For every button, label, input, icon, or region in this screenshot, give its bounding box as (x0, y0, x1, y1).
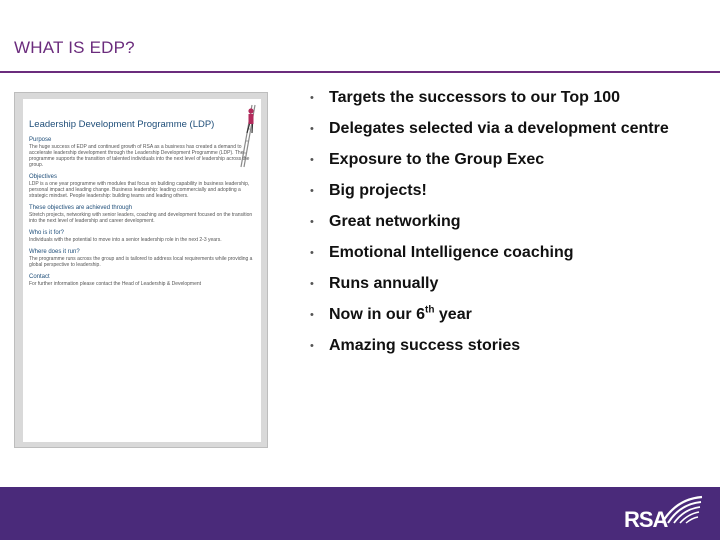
title-divider (0, 71, 720, 73)
slide-title: WHAT IS EDP? (14, 38, 135, 57)
bullet-list (310, 88, 710, 367)
bullet-dot: • (310, 340, 314, 352)
doc-section-heading: Who is it for? (29, 230, 65, 236)
bullet-dot: • (310, 154, 314, 166)
bullet-item (310, 119, 710, 139)
rsa-logo (624, 495, 704, 535)
doc-section-heading: Contact (29, 274, 50, 280)
logo-text: RSA (624, 507, 668, 532)
bullet-text: Great networking (329, 213, 461, 230)
bullet-item (310, 212, 710, 232)
bullet-item (310, 274, 710, 294)
doc-section-heading: Where does it run? (29, 249, 80, 255)
bullet-dot: • (310, 278, 314, 290)
bullet-item (310, 88, 710, 108)
doc-section-text: The programme runs across the group and is tailored to address local requirements while providing a global perspective to leadership. (29, 256, 253, 268)
bullet-superscript: th (425, 304, 435, 316)
doc-section-text: Individuals with the potential to move into a senior leadership role in the next 2-3 years. (29, 237, 222, 243)
bullet-dot: • (310, 185, 314, 197)
bullet-text: Delegates selected via a development centre (329, 120, 669, 137)
bullet-item (310, 243, 710, 263)
bullet-item (310, 181, 710, 201)
bullet-item (310, 150, 710, 170)
bullet-text-pre: Now in our 6 (329, 306, 425, 323)
doc-section-text: For further information please contact the Head of Leadership & Development (29, 281, 202, 287)
bullet-text: Runs annually (329, 275, 439, 292)
doc-section-text: Stretch projects, networking with senior leaders, coaching and development focused on the transition into the next level of leadership and career development. (29, 212, 253, 224)
doc-section-heading: These objectives are achieved through (29, 205, 133, 211)
bullet-text-post: year (434, 306, 472, 323)
footer-bar (0, 487, 720, 540)
document-page (23, 99, 261, 442)
bullet-text: Big projects! (329, 182, 427, 199)
bullet-dot: • (310, 92, 314, 104)
bullet-dot: • (310, 247, 314, 259)
bullet-text: Exposure to the Group Exec (329, 151, 545, 168)
bullet-dot: • (310, 309, 314, 321)
doc-section-heading: Purpose (29, 137, 52, 143)
doc-section-heading: Objectives (29, 174, 58, 180)
document-thumbnail (14, 92, 268, 448)
bullet-text: Emotional Intelligence coaching (329, 244, 574, 261)
bullet-text: Targets the successors to our Top 100 (329, 89, 621, 106)
document-title: Leadership Development Programme (LDP) (29, 119, 215, 130)
bullet-dot: • (310, 123, 314, 135)
bullet-item (310, 305, 710, 325)
doc-section-text: LDP is a one year programme with modules that focus on building capability in business leadership, personal impact and leading change. Business leadership: leading commercially and adopting a strategic mindset. People leadership: building teams and leading others. (29, 181, 250, 199)
doc-section-text: The huge success of EDP and continued growth of RSA as a business has created a demand to accelerate leadership development through the Leadership Development Programme (LDP). The programme supports the transition of talented individuals into the next level of leadership across the group. (29, 144, 250, 168)
bullet-text: Amazing success stories (329, 337, 521, 354)
bullet-item (310, 336, 710, 356)
bullet-dot: • (310, 216, 314, 228)
document-body (29, 137, 255, 287)
